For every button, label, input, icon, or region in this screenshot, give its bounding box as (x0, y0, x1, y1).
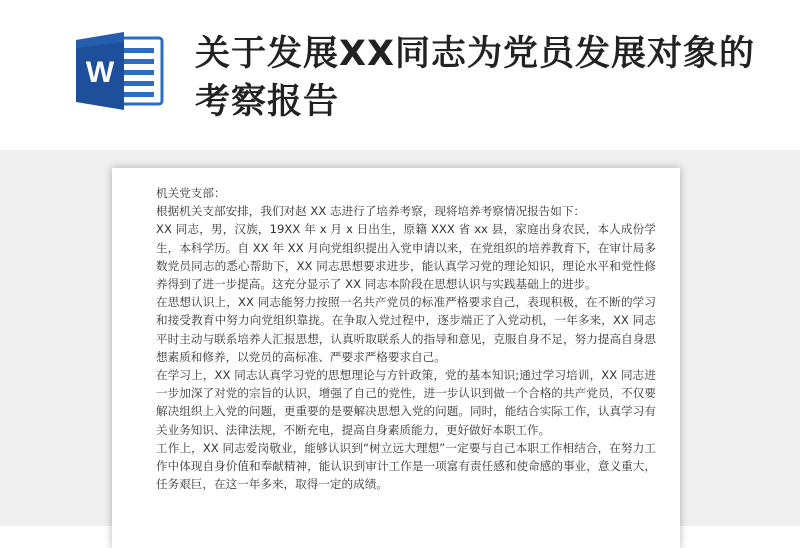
document-paragraph: 在学习上，XX 同志认真学习党的思想理论与方针政策，党的基本知识;通过学习培训，XX 同志进一步加深了对党的宗旨的认识，增强了自己的党性，进一步认识到做一个合格的共产党员，不仅要解决组织上入党的问题，更重要的是要解决思想入党的问题。同时，能结合实际工作，认真学习有关业务知识、法律法规，不断充电，提高自身素质能力，更好做好本职工作。 (156, 368, 656, 437)
document-paragraph: 工作上，XX 同志爱岗敬业，能够认识到“树立远大理想”一定要与自己本职工作相结合，在努力工作中体现自身价值和奉献精神，能认识到审计工作是一项富有责任感和使命感的事业，意义重大，任务艰巨，在这一年多来，取得一定的成绩。 (156, 440, 656, 492)
document-body (156, 184, 656, 493)
document-page (112, 168, 680, 548)
page-title: 关于发展XX同志为党员发展对象的考察报告 (195, 34, 755, 122)
document-paragraph: 根据机关支部安排，我们对赵 XX 志进行了培养考察，现将培养考察情况报告如下： (156, 204, 586, 219)
header (0, 0, 800, 150)
word-icon-letter: W (85, 56, 115, 89)
word-icon (74, 30, 166, 112)
document-salutation: 机关党支部： (156, 186, 226, 200)
document-paragraph: 在思想认识上，XX 同志能努力按照一名共产党员的标准严格要求自己，表现积极，在不断的学习和接受教育中努力向党组织靠拢。在争取入党过程中，逐步端正了入党动机，一年多来，XX 同志平时主动与联系培养人汇报思想，认真听取联系人的指导和意见，克服自身不足，努力提高自身思想素质和修养，以党员的高标准、严要求严格要求自己。 (156, 295, 656, 364)
document-paragraph: XX 同志，男，汉族，19XX 年 x 月 x 日出生，原籍 XXX 省 xx 县，家庭出身农民，本人成份学生，本科学历。自 XX 年 XX 月向党组织提出入党申请以来，在党组织的培养教育下，在审计局多数党员同志的悉心帮助下，XX 同志思想要求进步，能认真学习党的理论知识，理论水平和党性修养得到了进一步提高。这充分显示了 XX 同志本阶段在思想认识与实践基础上的进步。 (156, 222, 656, 292)
